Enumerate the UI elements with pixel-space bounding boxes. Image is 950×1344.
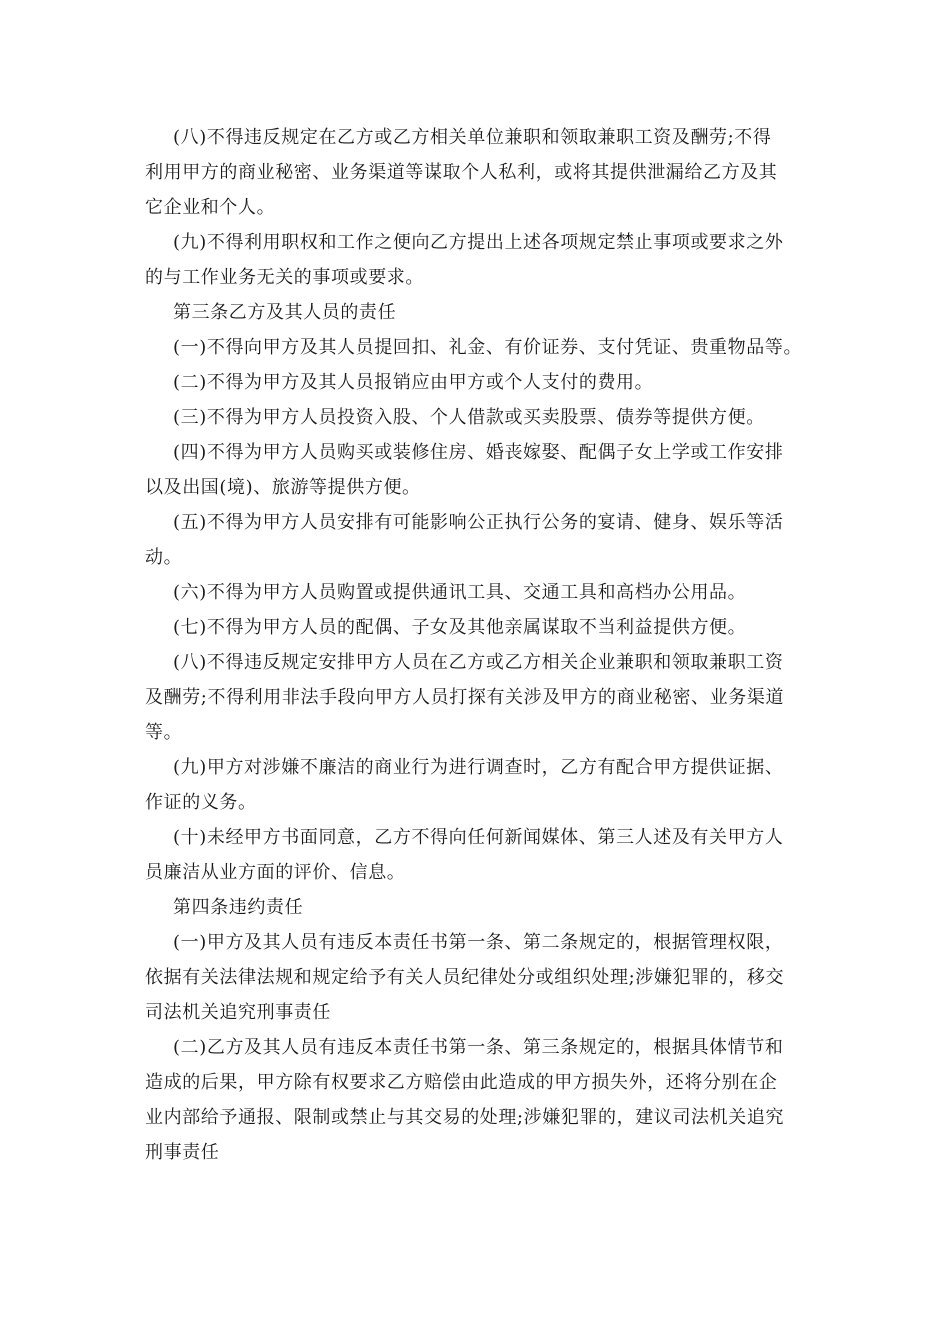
- text-line: (二)乙方及其人员有违反本责任书第一条、第三条规定的，根据具体情节和: [173, 1037, 784, 1058]
- text-line: (七)不得为甲方人员的配偶、子女及其他亲属谋取不当利益提供方便。: [173, 617, 747, 638]
- text-line: (九)甲方对涉嫌不廉洁的商业行为进行调查时，乙方有配合甲方提供证据、: [173, 757, 784, 778]
- text-line: 利用甲方的商业秘密、业务渠道等谋取个人私利，或将其提供泄漏给乙方及其: [145, 162, 778, 183]
- text-line: (九)不得利用职权和工作之便向乙方提出上述各项规定禁止事项或要求之外: [173, 232, 784, 253]
- text-line: 的与工作业务无关的事项或要求。: [145, 267, 424, 288]
- text-line: 造成的后果，甲方除有权要求乙方赔偿由此造成的甲方损失外，还将分别在企: [145, 1072, 778, 1093]
- text-line: (一)不得向甲方及其人员提回扣、礼金、有价证券、支付凭证、贵重物品等。: [173, 337, 803, 358]
- text-line: 刑事责任: [145, 1142, 220, 1163]
- text-line: (八)不得违反规定在乙方或乙方相关单位兼职和领取兼职工资及酬劳;不得: [173, 127, 772, 148]
- text-line: (二)不得为甲方及其人员报销应由甲方或个人支付的费用。: [173, 372, 654, 393]
- document-body: [145, 120, 810, 1170]
- text-line: (五)不得为甲方人员安排有可能影响公正执行公务的宴请、健身、娱乐等活: [173, 512, 784, 533]
- text-line: (一)甲方及其人员有违反本责任书第一条、第二条规定的，根据管理权限，: [173, 932, 784, 953]
- text-line: 以及出国(境)、旅游等提供方便。: [145, 477, 421, 498]
- text-line: 依据有关法律法规和规定给予有关人员纪律处分或组织处理;涉嫌犯罪的，移交: [145, 967, 785, 988]
- text-line: 司法机关追究刑事责任: [145, 1002, 331, 1023]
- text-line: (六)不得为甲方人员购置或提供通讯工具、交通工具和高档办公用品。: [173, 582, 747, 603]
- text-line: 第三条乙方及其人员的责任: [173, 302, 397, 323]
- text-line: 等。: [145, 722, 183, 743]
- text-line: (四)不得为甲方人员购买或装修住房、婚丧嫁娶、配偶子女上学或工作安排: [173, 442, 784, 463]
- text-line: 业内部给予通报、限制或禁止与其交易的处理;涉嫌犯罪的，建议司法机关追究: [145, 1107, 785, 1128]
- text-line: (三)不得为甲方人员投资入股、个人借款或买卖股票、债券等提供方便。: [173, 407, 765, 428]
- text-line: 第四条违约责任: [173, 897, 304, 918]
- text-line: 它企业和个人。: [145, 197, 276, 218]
- text-line: 及酬劳;不得利用非法手段向甲方人员打探有关涉及甲方的商业秘密、业务渠道: [145, 687, 785, 708]
- text-line: (十)未经甲方书面同意，乙方不得向任何新闻媒体、第三人述及有关甲方人: [173, 827, 784, 848]
- text-line: 员廉洁从业方面的评价、信息。: [145, 862, 406, 883]
- text-line: 作证的义务。: [145, 792, 257, 813]
- text-line: (八)不得违反规定安排甲方人员在乙方或乙方相关企业兼职和领取兼职工资: [173, 652, 784, 673]
- text-line: 动。: [145, 547, 183, 568]
